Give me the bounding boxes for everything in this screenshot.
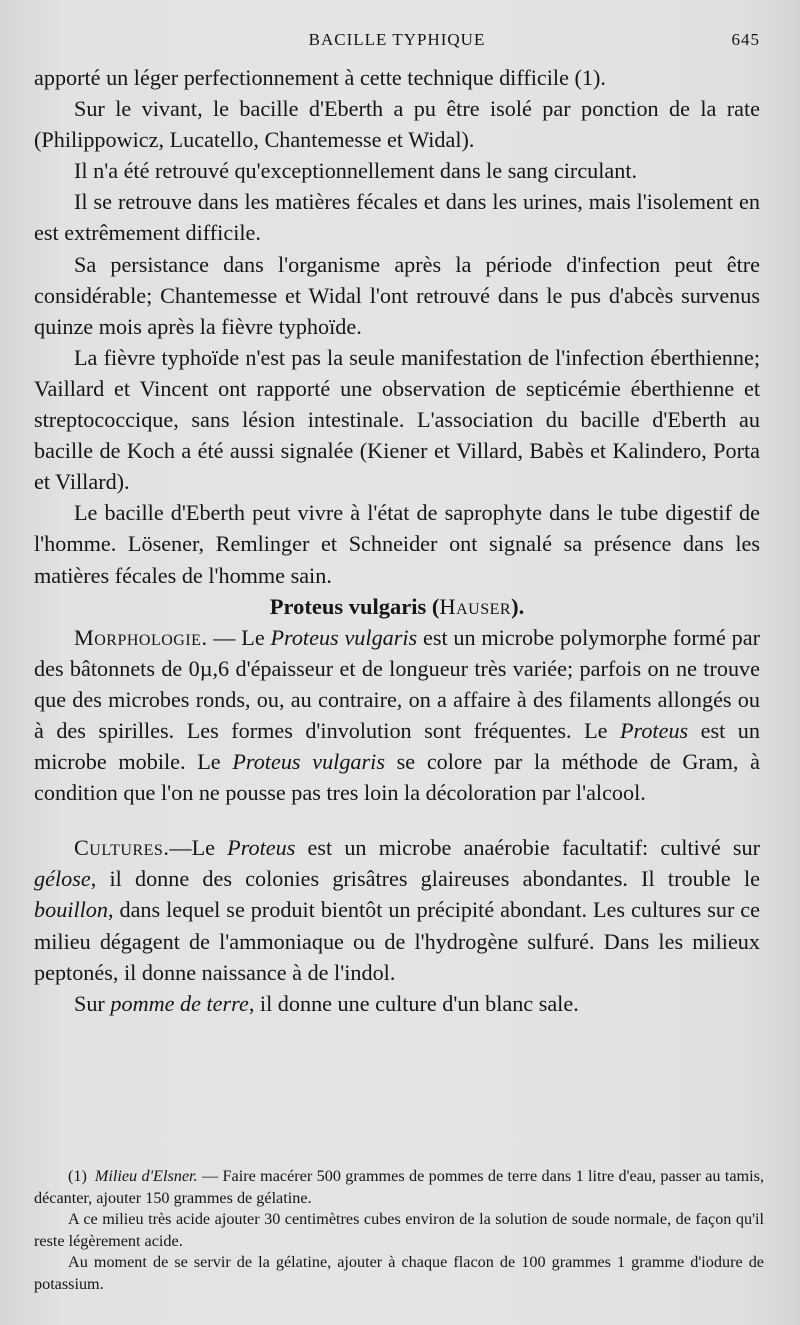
cultures-heading: Cultures. xyxy=(74,835,170,861)
footnote-1-title: Milieu d'Elsner. xyxy=(94,1167,198,1185)
paragraph-spleen-puncture: Sur le vivant, le bacille d'Eberth a pu être isolé par ponction de la rate (Philippowicz, Lucatello, Chantemesse et Widal). xyxy=(34,96,760,153)
running-title: BACILLE TYPHIQUE xyxy=(308,30,486,49)
paragraph-saprophyte: Le bacille d'Eberth peut vivre à l'état de saprophyte dans le tube digestif de l'homme. Lösener, Remlinger et Schneider ont signalé sa présence dans les matières fécales de l'homme sain. xyxy=(34,500,760,588)
footnote-1-number: (1) xyxy=(68,1167,87,1185)
paragraph-continuation: apporté un léger perfectionnement à cette technique difficile (1). xyxy=(34,65,606,90)
morphology-text-3: se colore par la méthode de Gram, à condition que l'on ne pousse pas tres loin la décoloration par l'alcool. xyxy=(34,749,761,806)
section-title-paren-close: ). xyxy=(511,593,525,619)
cultures-dash: —Le xyxy=(169,835,228,861)
footnote-1-text: — Faire macérer 500 grammes de pommes de terre dans 1 litre d'eau, passer au tamis, décanter, ajouter 150 grammes de gélatine. xyxy=(34,1167,764,1207)
footnote-soda: A ce milieu très acide ajouter 30 centimètres cubes environ de la solution de soude normale, de façon qu'il reste légèrement acide. xyxy=(34,1210,764,1250)
section-title-author: Hauser xyxy=(439,593,512,619)
paragraph-persistence: Sa persistance dans l'organisme après la période d'infection peut être considérable; Chantemesse et Widal l'ont retrouvé dans le pus d'abcès survenus quinze mois après la fièvre typhoïde. xyxy=(34,251,760,339)
cultures-medium-bouillon: bouillon xyxy=(34,897,108,923)
morphology-heading: Morphologie. xyxy=(74,624,208,650)
section-title xyxy=(34,591,760,622)
body-text xyxy=(34,62,760,1019)
morphology-species: Proteus vulgaris xyxy=(270,624,418,650)
paragraph-feces-urine: Il se retrouve dans les matières fécales et dans les urines, mais l'isolement en est extrêmement difficile. xyxy=(34,189,760,246)
cultures-medium-gelose: gélose xyxy=(34,866,91,892)
morphology-genus: Proteus xyxy=(619,717,689,743)
running-header xyxy=(34,30,760,56)
paragraph-gap xyxy=(34,808,760,832)
morphology-species-2: Proteus vulgaris xyxy=(232,749,385,775)
potato-intro: Sur xyxy=(74,990,111,1016)
footnote-1 xyxy=(34,1166,764,1209)
paragraph-morphology xyxy=(34,622,760,809)
page-number: 645 xyxy=(731,30,760,49)
paragraph-blood: Il n'a été retrouvé qu'exceptionnellement dans le sang circulant. xyxy=(74,158,638,184)
morphology-dash: — Le xyxy=(207,624,271,650)
paragraph-potato xyxy=(34,988,760,1019)
cultures-text-1: est un microbe anaérobie facultatif: cultivé sur xyxy=(295,835,761,861)
cultures-genus: Proteus xyxy=(227,835,296,861)
morphology-text-1: est un microbe polymorphe formé par des bâtonnets de 0µ,6 d'épaisseur et de longueur très variée; parfois on ne trouve que des microbes ronds, ou, au contraire, on a affaire à des filaments allongés ou à des spirilles. Les formes d'involution sont fréquentes. Le xyxy=(34,624,760,743)
morphology-text-2: est un microbe mobile. Le xyxy=(34,717,760,775)
cultures-text-2: , il donne des colonies grisâtres glaireuses abondantes. Il trouble le xyxy=(90,866,760,892)
cultures-text-3: , dans lequel se produit bientôt un précipité abondant. Les cultures sur ce milieu dégagent de l'ammoniaque ou de l'hydrogène sulfuré. Dans les milieux peptonés, il donne naissance à de l'indol. xyxy=(34,897,760,985)
section-title-paren-open: ( xyxy=(426,593,440,619)
footnotes xyxy=(34,1166,764,1295)
potato-medium: pomme de terre xyxy=(110,990,249,1016)
paragraph-cultures xyxy=(34,832,760,987)
potato-text: , il donne une culture d'un blanc sale. xyxy=(248,990,579,1016)
footnote-iodide: Au moment de se servir de la gélatine, ajouter à chaque flacon de 100 grammes 1 gramme d'iodure de potassium. xyxy=(34,1253,764,1293)
section-title-main: Proteus vulgaris xyxy=(269,593,427,619)
paragraph-other-manifestations: La fièvre typhoïde n'est pas la seule manifestation de l'infection éberthienne; Vaillard et Vincent ont rapporté une observation de septicémie éberthienne et streptococcique, sans lésion intestinale. L'association du bacille d'Eberth au bacille de Koch a été aussi signalée (Kiener et Villard, Babès et Kalindero, Porta et Villard). xyxy=(34,344,760,495)
